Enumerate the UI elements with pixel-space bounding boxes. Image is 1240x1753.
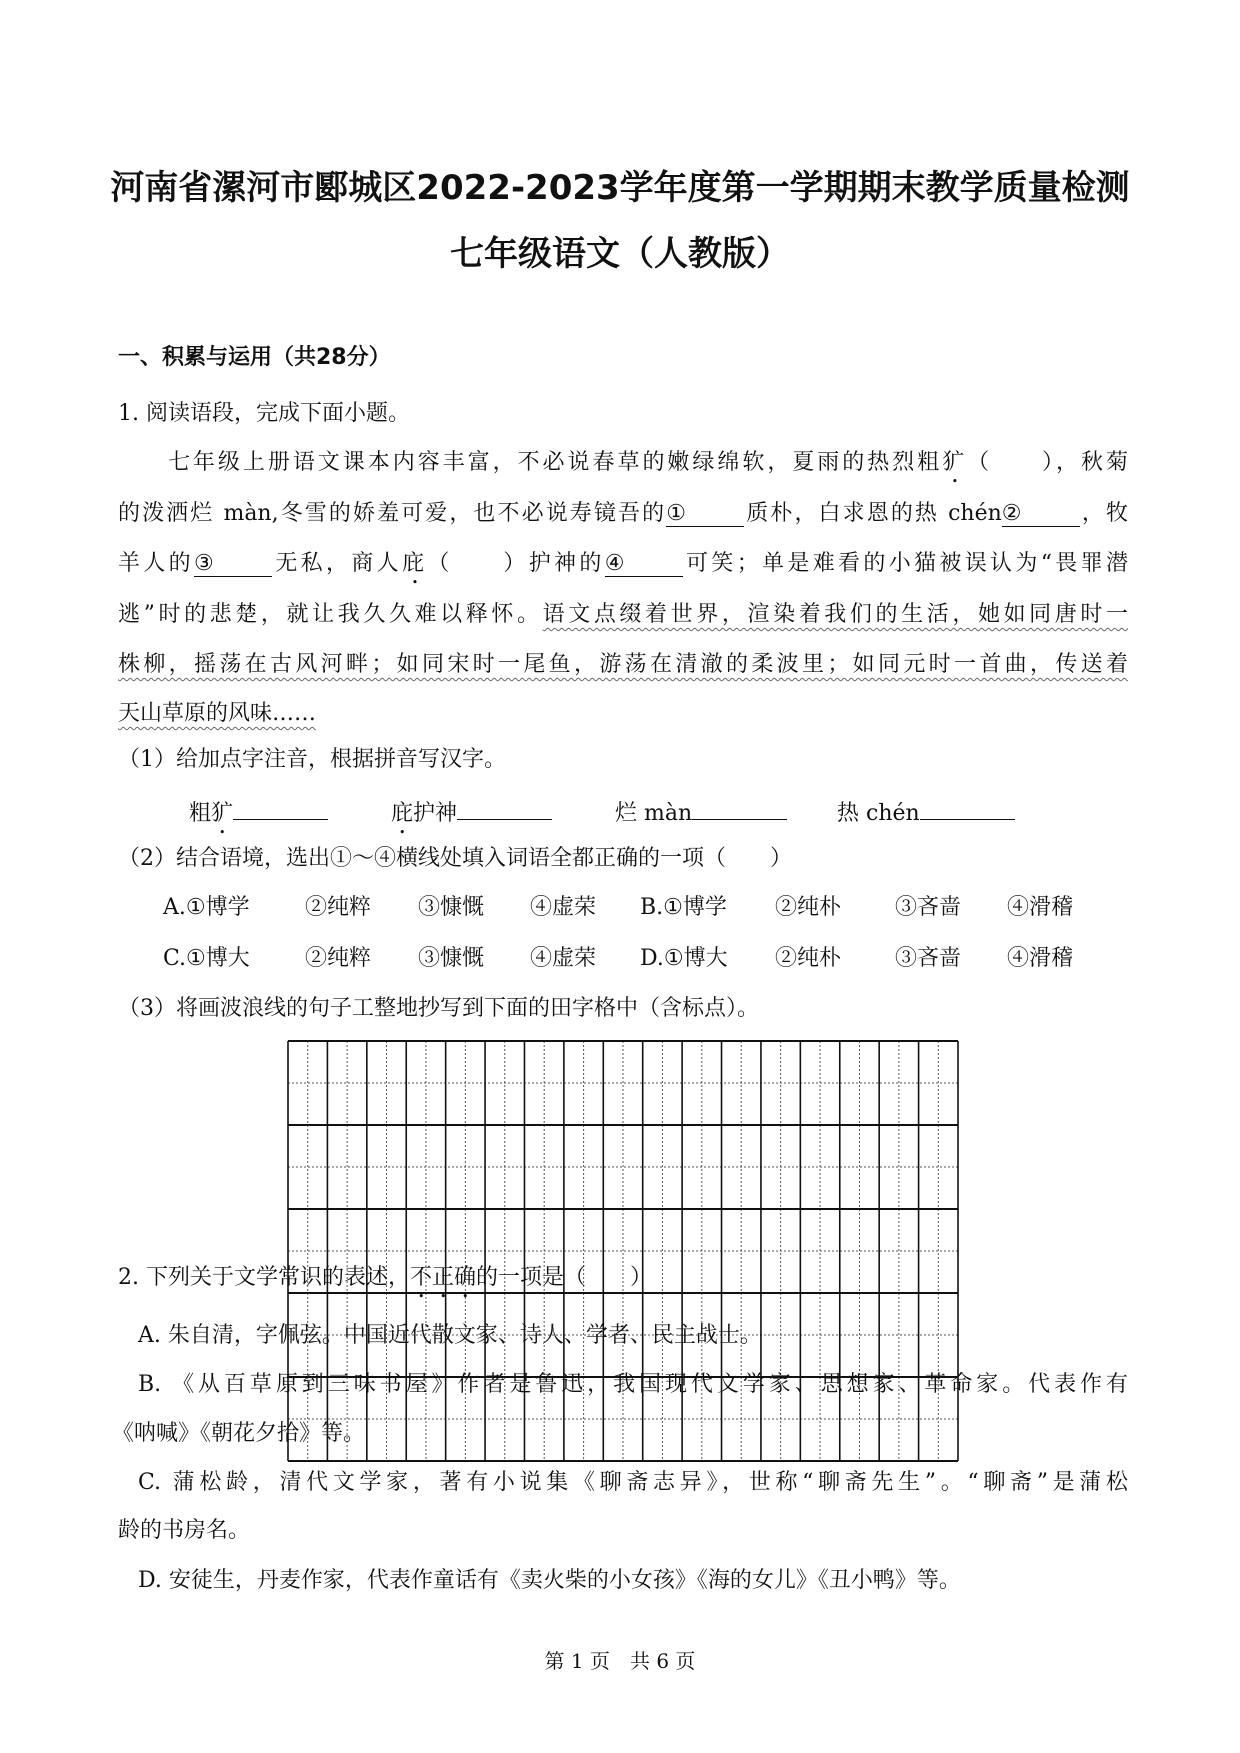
option-d: D. 安徒生，丹麦作家，代表作童话有《卖火柴的小女孩》《海的女儿》《丑小鸭》等。 [138,1568,961,1593]
sub-question-3: （3）将画波浪线的句子工整地抄写到下面的田字格中（含标点）。 [118,996,759,1021]
wavy-underlined-text: 株柳，摇荡在古风河畔；如同宋时一尾鱼，游荡在清澈的柔波里；如同元时一首曲，传送着 [118,652,1128,677]
choice-option: ④虚荣 [530,895,597,920]
text-segment: 护神 [413,801,458,826]
option-b-cont: 《呐喊》《朝花夕拾》等。 [112,1421,366,1446]
text-segment: 羊人的 [118,551,195,576]
sub-question-2: （2）结合语境，选出①～④横线处填入词语全都正确的一项（ ） [118,846,792,871]
answer-blank[interactable]: ③ [194,552,272,577]
passage-line [118,445,1128,488]
passage-line [118,597,1128,628]
fill-in-item [391,796,552,839]
option-c: C. 蒲松龄，清代文学家，著有小说集《聊斋志异》，世称“聊斋先生”。“聊斋”是蒲松 [138,1470,1128,1495]
choice-option: ④滑稽 [1007,946,1074,971]
text-segment: ，牧 [1079,501,1128,526]
emphasis-char: 犷 [942,450,968,475]
text-segment: 烂 màn [615,801,693,826]
text-segment: 无私，商人 [272,551,403,576]
text-segment: 2. 下列关于文学常识的表述， [118,1265,410,1290]
emphasis-char: 犷 [211,801,234,826]
text-segment: 七年级上册语文课本内容丰富，不必说春草的嫩绿绵软，夏雨的热烈粗 [118,450,943,475]
wavy-underlined-text: 语文点缀着世界，渲染着我们的生活，她如同唐时一 [542,602,1128,627]
text-segment: 逃”时的悲楚，就让我久久难以释怀。 [118,602,543,627]
page-footer: 第 1 页 共 6 页 [544,1649,696,1673]
emphasis-char: 庇 [391,801,414,826]
choice-option: B.①博学 [640,895,727,920]
choice-option: ③吝啬 [895,946,962,971]
text-segment: （ ）护神的 [427,551,605,576]
answer-blank[interactable]: ④ [605,552,683,577]
text-segment: 质朴，白求恩的热 chén [744,501,1002,526]
choice-option: A.①博学 [163,895,250,920]
choice-option: ④滑稽 [1007,895,1074,920]
passage-line [118,496,1128,527]
exam-subtitle: 七年级语文（人教版） [450,234,790,274]
choice-option: D.①博大 [640,946,728,971]
text-segment: 热 chén [837,801,920,826]
choice-option: C.①博大 [163,946,250,971]
passage-line [118,647,1128,678]
emphasis-char: 庇 [402,551,428,576]
text-segment: （ ），秋菊 [967,450,1128,475]
tianzige-grid[interactable] [287,1040,959,1462]
choice-option: ③慷慨 [418,946,485,971]
sub-question-1: （1）给加点字注音，根据拼音写汉字。 [118,747,506,772]
answer-line[interactable] [692,799,787,820]
answer-line[interactable] [920,799,1015,820]
passage-line [118,696,316,727]
fill-in-item [615,796,787,827]
question-2-stem [118,1260,652,1303]
choice-option: ③慷慨 [418,895,485,920]
emphasis-char: 不正确 [409,1265,476,1290]
answer-blank[interactable]: ② [1002,502,1080,527]
section-heading: 一、积累与运用（共28分） [118,345,391,370]
text-segment: 粗 [189,801,212,826]
option-b: B. 《从百草原到三味书屋》作者是鲁迅，我国现代文学家、思想家、革命家。代表作有 [138,1372,1128,1397]
text-segment: 的泼洒烂 màn,冬雪的娇羞可爱，也不必说寿镜吾的 [118,501,667,526]
choice-option: ②纯粹 [305,895,372,920]
choice-option: ③吝啬 [895,895,962,920]
choice-option: ②纯朴 [775,946,842,971]
answer-line[interactable] [233,799,328,820]
wavy-underlined-text: 天山草原的风味…… [118,701,317,726]
passage-line [118,546,1128,589]
answer-line[interactable] [457,799,552,820]
answer-blank[interactable]: ① [666,502,744,527]
option-c-cont: 龄的书房名。 [118,1518,251,1543]
fill-in-item [837,796,1015,827]
exam-title: 河南省漯河市郾城区2022-2023学年度第一学期期末教学质量检测 [110,168,1130,208]
question-1-stem: 1. 阅读语段，完成下面小题。 [118,401,410,426]
choice-option: ②纯粹 [305,946,372,971]
choice-option: ②纯朴 [775,895,842,920]
option-a: A. 朱自清，字佩弦。中国近代散文家、诗人、学者、民主战士。 [138,1323,762,1348]
fill-in-item [189,796,328,839]
text-segment: 的一项是（ ） [476,1265,653,1290]
choice-option: ④虚荣 [530,946,597,971]
text-segment: 可笑；单是难看的小猫被误认为“畏罪潜 [682,551,1128,576]
